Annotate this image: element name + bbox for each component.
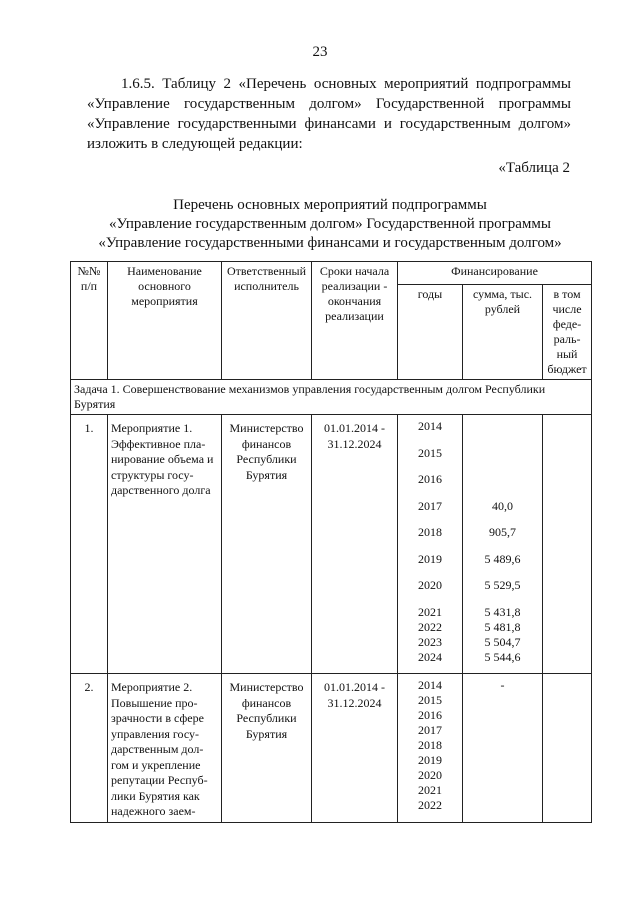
header-period: Сроки начала реализации - окончания реализации: [312, 262, 398, 380]
header-financing: Финансирование: [398, 262, 592, 285]
year-cell: 2018: [418, 525, 442, 539]
year-cell: 2019: [418, 753, 442, 767]
task-text: Задача 1. Совершенствование механизмов управления государственным долгом Республики Бурятия: [71, 380, 592, 415]
year-cell: 2022: [418, 798, 442, 812]
sum-cell: 5 544,6: [484, 650, 521, 664]
year-cell: 2016: [418, 708, 442, 722]
row-federal: [543, 674, 592, 823]
task-row: [71, 380, 592, 415]
year-cell: 2022: [418, 620, 442, 634]
header-name: Наименование основного мероприятия: [108, 262, 222, 380]
row-name: Мероприятие 1. Эффективное пла-нирование объема и структуры госу-дарственного долга: [108, 415, 222, 674]
sum-cell: 5 529,5: [484, 578, 521, 592]
year-cell: 2015: [418, 693, 442, 707]
row-executor: Министерство финансов Республики Бурятия: [222, 415, 312, 674]
header-executor: Ответственный исполнитель: [222, 262, 312, 380]
sum-cell: 5 481,8: [484, 620, 521, 634]
row-period: 01.01.2014 - 31.12.2024: [312, 674, 398, 823]
sum-cell: 905,7: [489, 525, 516, 539]
row-federal: [543, 415, 592, 674]
header-row: [71, 262, 592, 285]
row-sums: [463, 674, 543, 823]
row-period: 01.01.2014 - 31.12.2024: [312, 415, 398, 674]
year-cell: 2021: [418, 605, 442, 619]
header-num: №№ п/п: [71, 262, 108, 380]
year-cell: 2023: [418, 635, 442, 649]
year-cell: 2016: [418, 472, 442, 486]
table-row: [71, 415, 592, 674]
year-cell: 2019: [418, 552, 442, 566]
year-cell: 2014: [418, 419, 442, 433]
sum-cell: -: [500, 678, 505, 692]
table-label: «Таблица 2: [498, 160, 570, 176]
year-cell: 2018: [418, 738, 442, 752]
measures-table: [70, 261, 592, 823]
page-number: 23: [312, 44, 328, 60]
row-executor: Министерство финансов Республики Бурятия: [222, 674, 312, 823]
header-sum: сумма, тыс. рублей: [463, 285, 543, 380]
year-cell: 2024: [418, 650, 442, 664]
row-years: [398, 415, 463, 674]
header-federal: в том числе феде-раль-ный бюджет: [543, 285, 592, 380]
row-years: [398, 674, 463, 823]
row-num: 2.: [71, 674, 108, 823]
sum-cell: 5 504,7: [484, 635, 521, 649]
year-cell: 2017: [418, 499, 442, 513]
year-cell: 2015: [418, 446, 442, 460]
header-years: годы: [398, 285, 463, 380]
table-row: [71, 674, 592, 823]
intro-text: 1.6.5. Таблицу 2 «Перечень основных мероприятий подпрограммы «Управление государственным долгом» Государственной программы «Управление государственными финансами и государственным долгом» изложить в следующей редакции:: [87, 76, 571, 152]
year-cell: 2017: [418, 723, 442, 737]
row-sums: [463, 415, 543, 674]
table-title: [70, 196, 590, 253]
sum-cell: 5 489,6: [484, 552, 521, 566]
sum-cell: 5 431,8: [484, 605, 521, 619]
title-line-3: «Управление государственными финансами и государственным долгом»: [98, 235, 562, 251]
intro-paragraph: [87, 74, 571, 154]
row-name: Мероприятие 2. Повышение про-зрачности в сфере управления госу-дарственным дол-гом и укрепление репутации Респуб-лики Бурятия как надежного заем-: [108, 674, 222, 823]
sum-cell: 40,0: [492, 499, 513, 513]
year-cell: 2020: [418, 768, 442, 782]
year-cell: 2020: [418, 578, 442, 592]
year-cell: 2014: [418, 678, 442, 692]
title-line-2: «Управление государственным долгом» Государственной программы: [109, 216, 551, 232]
row-num: 1.: [71, 415, 108, 674]
year-cell: 2021: [418, 783, 442, 797]
title-line-1: Перечень основных мероприятий подпрограммы: [173, 197, 487, 213]
